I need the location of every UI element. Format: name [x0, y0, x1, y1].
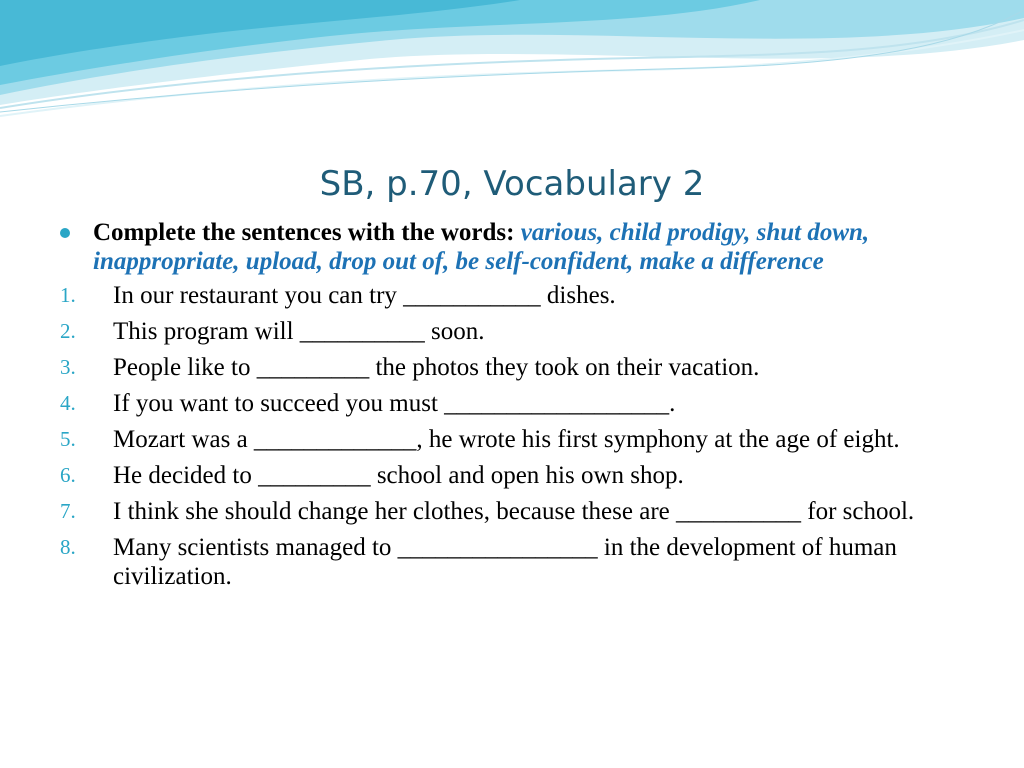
- exercise-item: [56, 533, 956, 591]
- item-number: 1.: [60, 283, 76, 307]
- slide-title: SB, p.70, Vocabulary 2: [319, 164, 705, 204]
- bullet-dot-icon: [60, 228, 70, 238]
- instruction-word-list: various, child prodigy, shut down, inappropriate, upload, drop out of, be self-confident, make a difference: [93, 219, 870, 275]
- exercise-item: [56, 461, 956, 490]
- item-number: 5.: [60, 427, 76, 451]
- wave-header-decoration: [0, 0, 1024, 130]
- item-text: He decided to _________ school and open his own shop.: [113, 462, 684, 489]
- item-number: 2.: [60, 319, 76, 343]
- item-number: 6.: [60, 463, 76, 487]
- item-text: Mozart was a _____________, he wrote his first symphony at the age of eight.: [113, 426, 900, 453]
- exercise-item: [56, 281, 956, 310]
- exercise-item: [56, 497, 956, 526]
- item-text: People like to _________ the photos they took on their vacation.: [113, 354, 760, 381]
- item-text: If you want to succeed you must __________________.: [113, 390, 676, 417]
- exercise-item: [56, 353, 956, 382]
- exercise-list: [56, 281, 956, 591]
- item-number: 3.: [60, 355, 76, 379]
- item-number: 7.: [60, 499, 76, 523]
- item-text: Many scientists managed to ________________ in the development of human civilization.: [113, 534, 897, 590]
- exercise-item: [56, 425, 956, 454]
- exercise-item: [56, 317, 956, 346]
- item-number: 8.: [60, 535, 76, 559]
- item-text: In our restaurant you can try ___________ dishes.: [113, 282, 616, 309]
- exercise-item: [56, 389, 956, 418]
- item-number: 4.: [60, 391, 76, 415]
- instruction-lead: Complete the sentences with the words:: [93, 219, 521, 246]
- slide-content: [56, 218, 956, 598]
- instruction-paragraph: [56, 218, 956, 276]
- item-text: This program will __________ soon.: [113, 318, 485, 345]
- item-text: I think she should change her clothes, because these are __________ for school.: [113, 498, 915, 525]
